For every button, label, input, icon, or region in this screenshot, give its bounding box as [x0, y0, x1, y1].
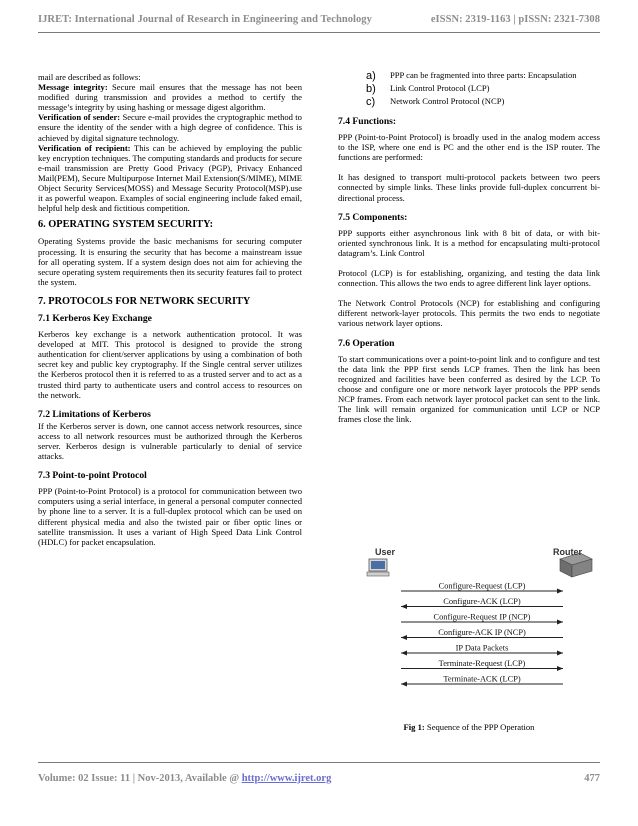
- router-label: Router: [553, 547, 582, 557]
- subsection-heading-7-6: 7.6 Operation: [338, 337, 395, 349]
- journal-link[interactable]: http://www.ijret.org: [241, 773, 332, 784]
- paragraph-text: Secure mail ensures that the message has not been modified during transmission and provides a method to certify the message’s integrity by using hashing or message digest algorithm.: [38, 82, 302, 113]
- paragraph-verification-recipient: [38, 143, 302, 214]
- subsection-heading-7-4: 7.4 Functions:: [338, 116, 397, 127]
- sequence-message: [401, 675, 563, 687]
- message-label: Configure-Request IP (NCP): [433, 612, 531, 622]
- arrow-head: [557, 589, 563, 594]
- subsection-heading-7-5: 7.5 Components:: [338, 211, 408, 223]
- list-marker: b): [366, 83, 376, 95]
- sequence-message: [401, 582, 563, 594]
- sequence-message: [401, 613, 563, 625]
- paragraph-verification-sender: [38, 112, 302, 142]
- arrow-head: [401, 635, 407, 640]
- section-heading-6: 6. OPERATING SYSTEM SECURITY:: [38, 219, 214, 231]
- header-rule: [38, 32, 600, 33]
- arrow-head: [557, 666, 563, 671]
- subsection-heading-7-2: 7.2 Limitations of Kerberos: [38, 408, 151, 420]
- ppp-sequence-figure: [365, 545, 595, 695]
- list-item: [366, 70, 600, 82]
- term: Verification of sender:: [38, 112, 121, 123]
- paragraph-kerberos: Kerberos key exchange is a network authentication protocol. It was developed at MIT. This protocol is designed to provide the strong authentication for client/server applications by using a combination of both secret key and public key cryptography. If the Single central server utilizes the Kerberos protocol then it is referred to as a trusted server and to act as a trusted third party to authenticate users and control access to resources on the network.: [38, 329, 302, 400]
- paragraph-text: This can be achieved by employing the public key encryption techniques. The computing standards and products for secure e-mail transmission are Pretty Good Privacy (PGP), Privacy Enhanced Mail(PEM), Secure Multipurpose Internet Mail Extension(S/MIME), MIME Object Security Services(MOSS) and Message Security Protocol(MSP).use it as powerful weapon. Examples of social engineering include faked email, helpful help desk and fictitious competition.: [38, 142, 302, 214]
- paragraph-components-c: The Network Control Protocols (NCP) for establishing and configuring different network-layer protocols. This permits the two ends to negotiate various network layer options.: [338, 298, 600, 329]
- list-marker: c): [366, 96, 376, 108]
- subsection-heading-7-1: 7.1 Kerberos Key Exchange: [38, 312, 152, 324]
- paragraph-components-b: Protocol (LCP) is for establishing, organizing, and testing the data link connection. This allows the two ends to agree different link layer options.: [338, 268, 600, 289]
- message-label: Terminate-ACK (LCP): [443, 674, 521, 684]
- caption-label: Fig 1:: [403, 722, 425, 732]
- message-sequence: [401, 582, 563, 687]
- left-column: [38, 72, 302, 547]
- intro-text: mail are described as follows:: [38, 72, 141, 82]
- paragraph-functions-a: PPP (Point-to-Point Protocol) is broadly used in the analog modem access to the ISP, where one end is PC and the other end is the ISP router. The functions are performed:: [338, 132, 600, 163]
- list-text: Network Control Protocol (NCP): [390, 96, 505, 106]
- page-number: 477: [584, 773, 600, 784]
- list-item: [366, 96, 600, 108]
- section-heading-7: 7. PROTOCOLS FOR NETWORK SECURITY: [38, 295, 251, 307]
- sequence-message: [401, 597, 563, 609]
- arrow-head: [401, 604, 407, 609]
- paragraph-message-integrity: [38, 82, 302, 112]
- sequence-message: [401, 628, 563, 640]
- list-marker: a): [366, 70, 376, 82]
- list-item: [366, 83, 600, 95]
- message-label: Configure-Request (LCP): [438, 581, 526, 591]
- footer-rule: [38, 762, 600, 763]
- paragraph-kerberos-limitations: If the Kerberos server is down, one cannot access network resources, since access to all network resources must be authorized through the Kerberos server. Kerberos design is vulnerable particularly to denial of service attacks.: [38, 420, 302, 462]
- arrow-head: [557, 620, 563, 625]
- message-label: IP Data Packets: [455, 643, 509, 653]
- sequence-message: [401, 644, 563, 656]
- list-text: Link Control Protocol (LCP): [390, 83, 490, 93]
- message-label: Terminate-Request (LCP): [438, 659, 526, 668]
- list-text: PPP can be fragmented into three parts: Encapsulation: [390, 70, 577, 80]
- arrow-head: [401, 651, 407, 656]
- message-label: Configure-ACK IP (NCP): [438, 628, 526, 637]
- term: Verification of recipient:: [38, 142, 131, 153]
- message-label: Configure-ACK (LCP): [443, 597, 521, 606]
- paragraph-components-a: PPP supports either asynchronous link with 8 bit of data, or with bit-oriented synchronous link. It is a method for encapsulating multi-protocol datagram’s. Link Control: [338, 227, 600, 258]
- figure-caption: [338, 722, 600, 732]
- paragraph-ppp: PPP (Point-to-Point Protocol) is a protocol for communication between two computers using a serial interface, in general a personal computer connected by phone line to a server. It is a full-duplex protocol which can be used on different physical media and also the twisted pair or fiber optic lines or satellite transmission. It uses a variant of High Speed Data Link Control (HDLC) for packet encapsulation.: [38, 486, 302, 547]
- paragraph-operation: To start communications over a point-to-point link and to configure and test the data link the PPP first sends LCP frames. Then the link has been recognized and facilities have been conferred as desired by the LCP. To choose and configure one or more network layer protocols the PPP sends NCP frames. From each network layer protocol packet can sent to the link. The link will remain organized for communication until LCP or NCP frames close the link.: [338, 353, 600, 425]
- arrow-head: [557, 651, 563, 656]
- running-header: [38, 14, 600, 25]
- running-footer: [38, 773, 600, 784]
- paragraph-functions-b: It has designed to transport multi-protocol packets between two peers connected by simple links. These links provide full-duplex concurrent bi-directional process.: [338, 172, 600, 203]
- paragraph-os-security: Operating Systems provide the basic mechanisms for securing computer processing. It is ensuring the security that has become a mainstream issue for all operating system. If a system design does not aim for achieving the secure operating system requirements then its security features fail to protect the system.: [38, 236, 302, 287]
- term: Message integrity:: [38, 82, 108, 93]
- issn: eISSN: 2319-1163 | pISSN: 2321-7308: [430, 14, 600, 25]
- arrow-head: [401, 682, 407, 687]
- right-column: [338, 70, 600, 424]
- ppp-parts-list: [338, 70, 600, 108]
- paragraph-text: Secure e-mail provides the cryptographic method to ensure the identity of the sender with a high degree of confidence. This is achieved by digital signature technology.: [38, 112, 302, 143]
- sequence-message: [401, 659, 563, 671]
- subsection-heading-7-3: 7.3 Point-to-point Protocol: [38, 470, 147, 482]
- computer-icon: [367, 559, 389, 576]
- footer-text: Volume: 02 Issue: 11 | Nov-2013, Available @: [38, 773, 242, 784]
- user-label: User: [375, 547, 396, 557]
- caption-text: Sequence of the PPP Operation: [424, 722, 535, 732]
- journal-title: IJRET: International Journal of Research in Engineering and Technology: [38, 14, 372, 25]
